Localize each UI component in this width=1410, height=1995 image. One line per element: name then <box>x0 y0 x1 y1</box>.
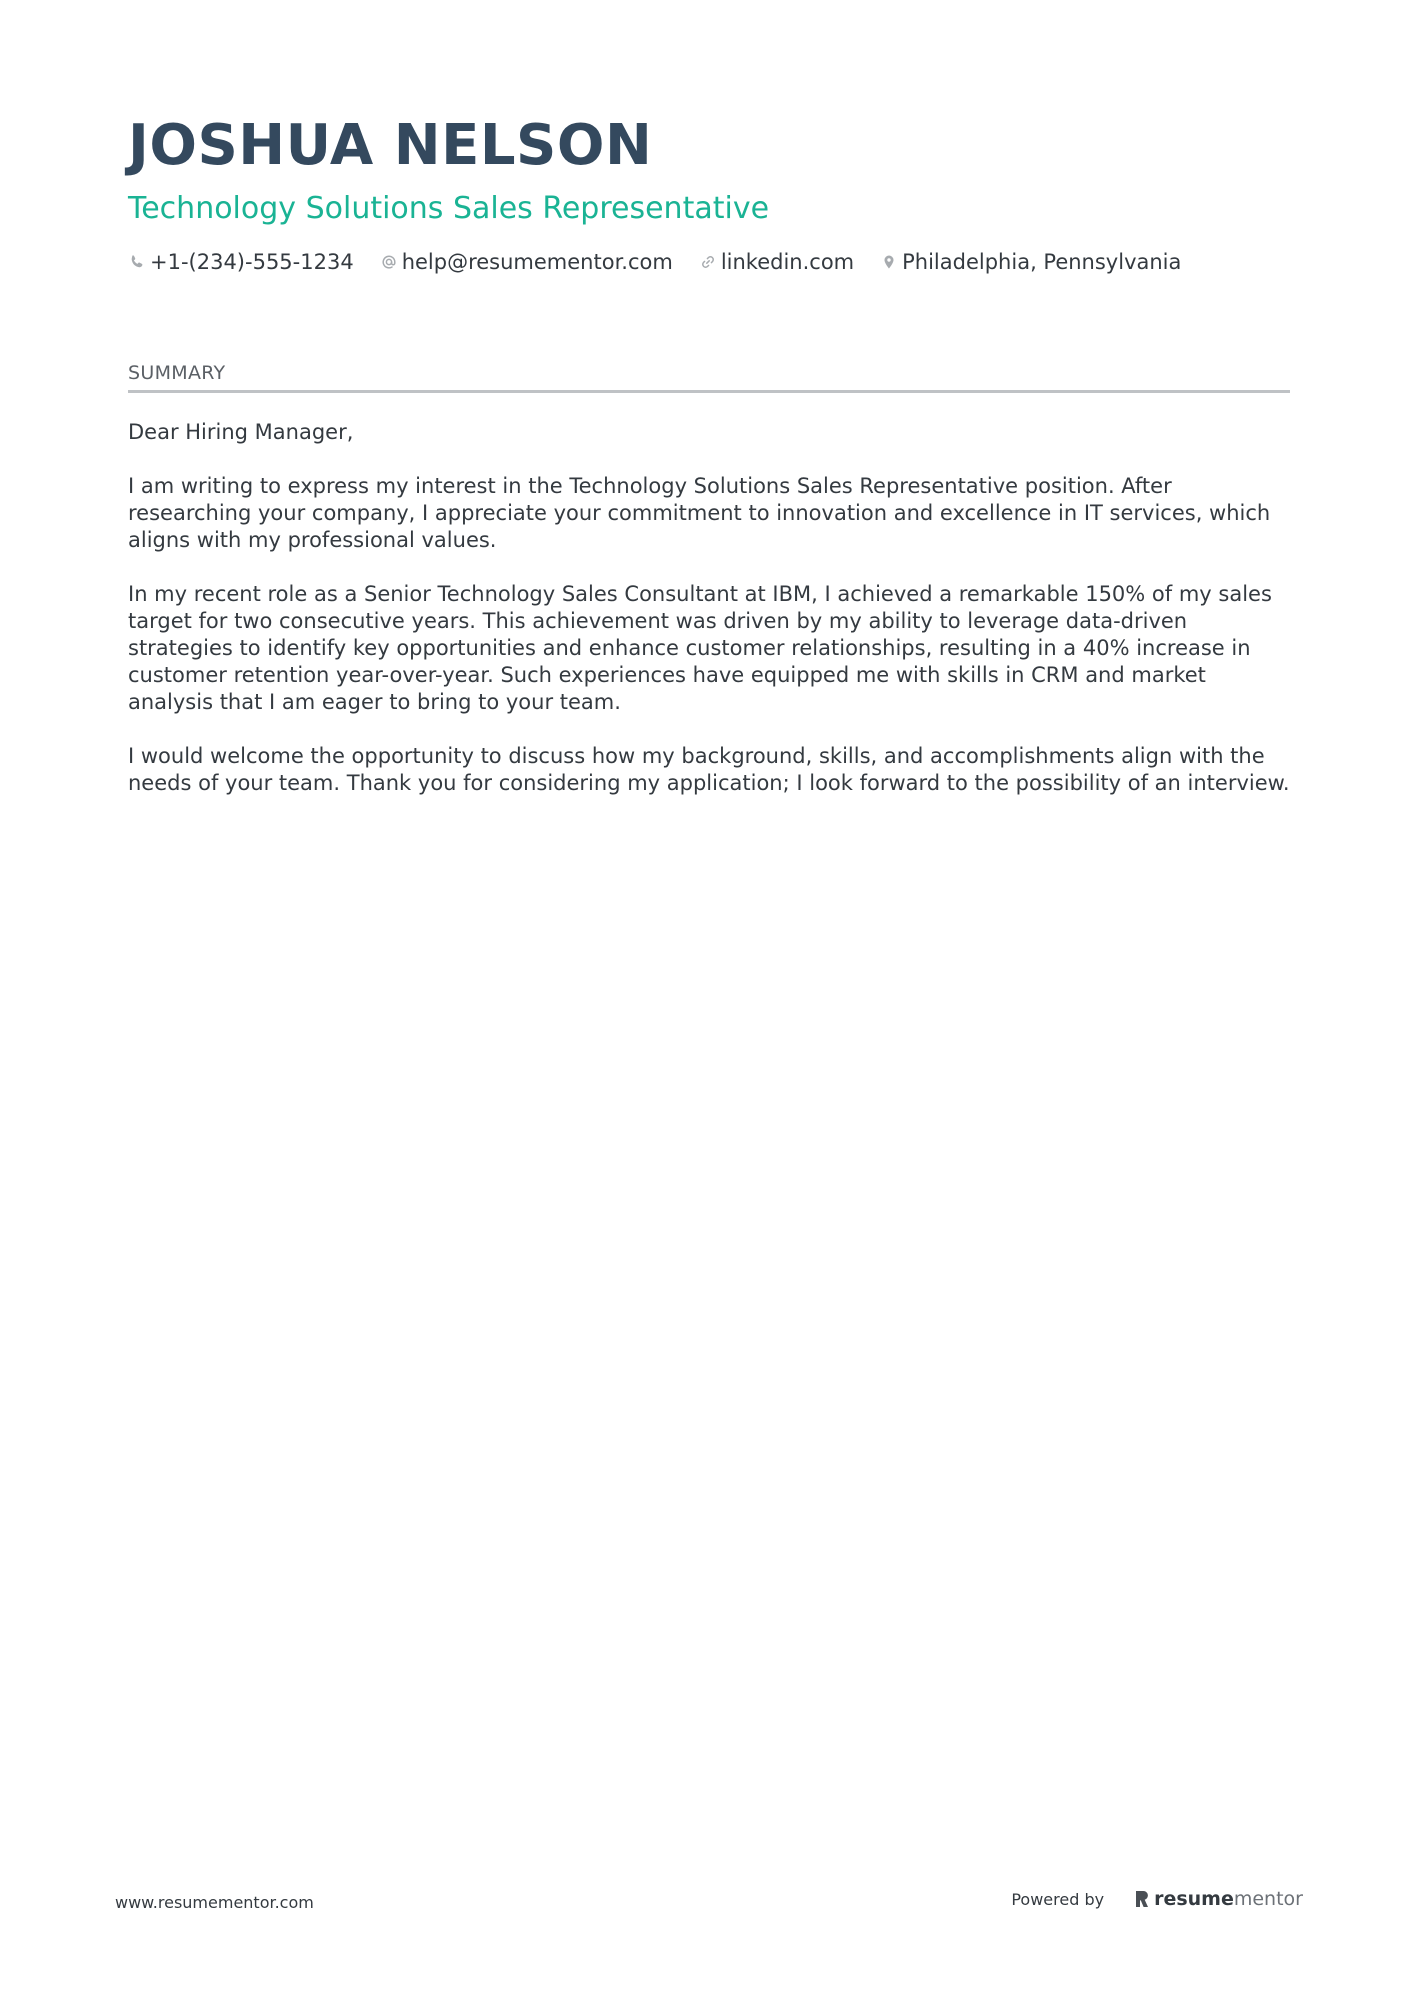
phone-icon <box>128 253 146 271</box>
location-pin-icon <box>880 253 898 271</box>
phone-text: +1-(234)-555-1234 <box>150 250 354 274</box>
footer-website[interactable]: www.resumementor.com <box>115 1893 314 1912</box>
linkedin-text[interactable]: linkedin.com <box>720 250 855 274</box>
email-text[interactable]: help@resumementor.com <box>401 250 673 274</box>
letter-paragraph-3: I would welcome the opportunity to discuss how my background, skills, and accomplishments align with the needs of your team. Thank you for considering my application; I look forward to the possibility of an interview. <box>128 744 1290 795</box>
link-icon <box>699 253 717 271</box>
candidate-name: JOSHUA NELSON <box>128 113 653 178</box>
letter-paragraph-1: I am writing to express my interest in the Technology Solutions Sales Representative position. After researching your company, I appreciate your commitment to innovation and excellence in IT services, which aligns with my professional values. <box>128 474 1271 552</box>
brand-logo-icon <box>1134 1889 1150 1909</box>
contact-linkedin[interactable] <box>699 248 854 276</box>
letter-body <box>128 419 1290 797</box>
header <box>128 112 1288 276</box>
brand-name-part2: mentor <box>1233 1888 1303 1910</box>
contact-email[interactable] <box>380 248 673 276</box>
location-text: Philadelphia, Pennsylvania <box>902 250 1182 274</box>
brand-name-part1: resume <box>1154 1888 1234 1910</box>
contact-location <box>880 248 1181 276</box>
job-title: Technology Solutions Sales Representative <box>128 191 770 226</box>
at-icon <box>380 253 398 271</box>
footer-branding <box>1011 1888 1303 1910</box>
letter-greeting: Dear Hiring Manager, <box>128 420 354 444</box>
section-title: SUMMARY <box>128 360 1290 393</box>
contact-phone <box>128 248 354 276</box>
brand-logo-link[interactable] <box>1134 1888 1303 1910</box>
powered-by-label: Powered by <box>1011 1889 1105 1909</box>
letter-paragraph-2: In my recent role as a Senior Technology Sales Consultant at IBM, I achieved a remarkable 150% of my sales target for two consecutive years. This achievement was driven by my ability to leverage data-driven strategies to identify key opportunities and enhance customer relationships, resulting in a 40% increase in customer retention year-over-year. Such experiences have equipped me with skills in CRM and market analysis that I am eager to bring to your team. <box>128 582 1272 714</box>
summary-section <box>128 360 1290 824</box>
contact-list <box>128 248 1288 276</box>
